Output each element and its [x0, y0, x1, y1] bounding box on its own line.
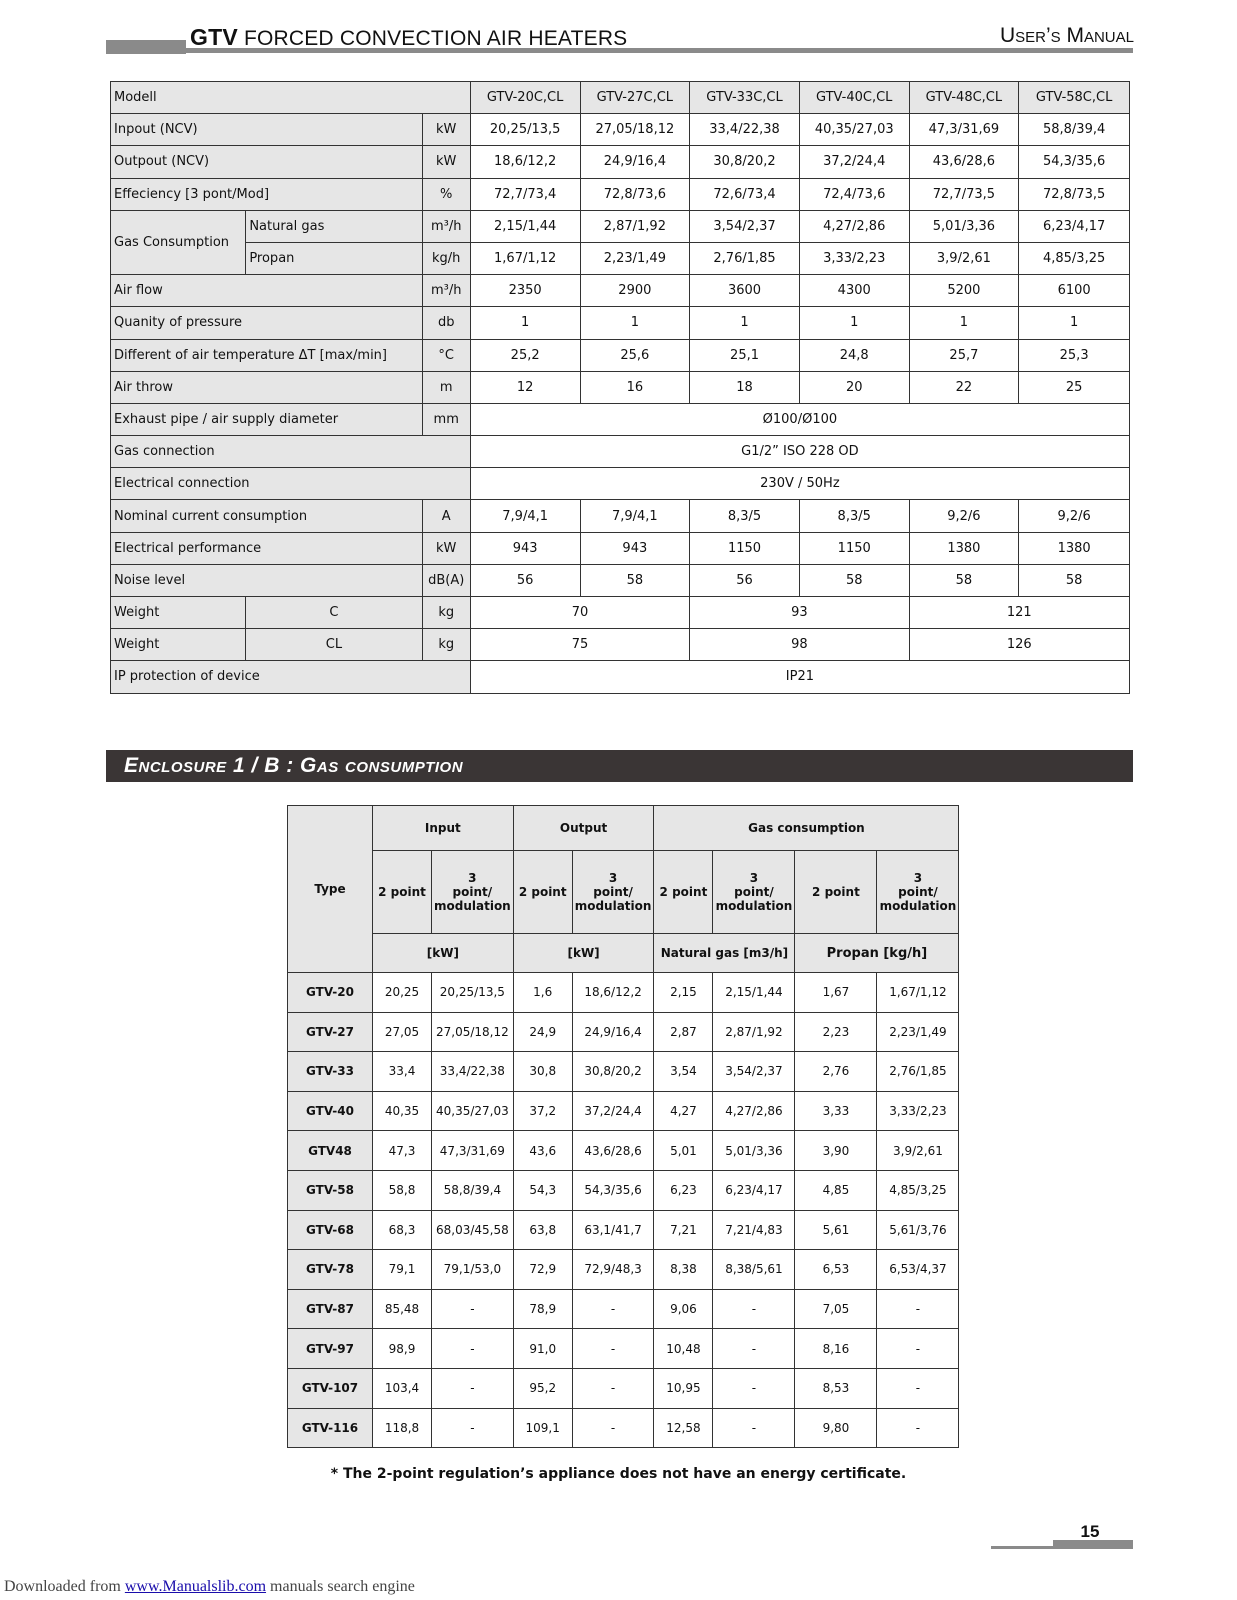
- spec-value: 27,05/18,12: [580, 114, 690, 146]
- spec-row: [111, 564, 1130, 596]
- input-group-header: Input: [373, 806, 514, 851]
- value-cell: 58,8: [373, 1170, 432, 1210]
- value-cell: 3,9/2,61: [877, 1131, 959, 1171]
- spec-row-exhaust: [111, 403, 1130, 435]
- type-header: Type: [288, 806, 373, 973]
- spec-value: 230V / 50Hz: [470, 468, 1129, 500]
- spec-unit: db: [422, 307, 470, 339]
- value-cell: -: [713, 1289, 795, 1329]
- value-cell: 118,8: [373, 1408, 432, 1448]
- value-cell: 40,35: [373, 1091, 432, 1131]
- spec-value: 3600: [690, 275, 800, 307]
- spec-value: 37,2/24,4: [799, 146, 909, 178]
- type-cell: GTV-116: [288, 1408, 373, 1448]
- gas-table-row: [288, 1210, 959, 1250]
- spec-value: 1150: [690, 532, 800, 564]
- value-cell: -: [713, 1329, 795, 1369]
- value-cell: 27,05: [373, 1012, 432, 1052]
- spec-value: 75: [470, 629, 689, 661]
- spec-unit: °C: [422, 339, 470, 371]
- spec-row: [111, 339, 1130, 371]
- value-cell: 109,1: [513, 1408, 572, 1448]
- spec-value: 93: [690, 597, 909, 629]
- value-cell: 2,15/1,44: [713, 973, 795, 1013]
- document-subtitle: FORCED CONVECTION AIR HEATERS: [243, 27, 628, 50]
- spec-value: 58: [799, 564, 909, 596]
- spec-label: Electrical connection: [111, 468, 471, 500]
- value-cell: 20,25/13,5: [432, 973, 514, 1013]
- spec-value: 18: [690, 371, 800, 403]
- spec-row-gas-natural: [111, 210, 1130, 242]
- spec-value: 25,7: [909, 339, 1019, 371]
- type-cell: GTV48: [288, 1131, 373, 1171]
- value-cell: 103,4: [373, 1368, 432, 1408]
- gas-table-row: [288, 1408, 959, 1448]
- value-cell: 54,3/35,6: [572, 1170, 654, 1210]
- spec-row: [111, 114, 1130, 146]
- spec-value: 1: [580, 307, 690, 339]
- value-cell: 10,48: [654, 1329, 713, 1369]
- spec-value: 72,4/73,6: [799, 178, 909, 210]
- spec-value: 9,2/6: [909, 500, 1019, 532]
- value-cell: -: [432, 1329, 514, 1369]
- spec-value: 5200: [909, 275, 1019, 307]
- spec-label: Gas connection: [111, 436, 471, 468]
- value-cell: 5,61/3,76: [877, 1210, 959, 1250]
- value-cell: 30,8: [513, 1052, 572, 1092]
- spec-label: Different of air temperature ΔT [max/min]: [111, 339, 423, 371]
- spec-value: 2,76/1,85: [690, 242, 800, 274]
- value-cell: 4,27: [654, 1091, 713, 1131]
- value-cell: 7,21: [654, 1210, 713, 1250]
- value-cell: 7,05: [795, 1289, 877, 1329]
- spec-value: 58: [1019, 564, 1130, 596]
- spec-value: 7,9/4,1: [470, 500, 580, 532]
- value-cell: 37,2: [513, 1091, 572, 1131]
- value-cell: 4,85: [795, 1170, 877, 1210]
- spec-unit: m: [422, 371, 470, 403]
- spec-unit: kW: [422, 114, 470, 146]
- model-header: GTV-48C,CL: [909, 82, 1019, 114]
- three-point-header: 3 point/ modulation: [877, 851, 959, 934]
- spec-value: 58: [580, 564, 690, 596]
- spec-row: [111, 275, 1130, 307]
- value-cell: 54,3: [513, 1170, 572, 1210]
- spec-label: Effeciency [3 pont/Mod]: [111, 178, 423, 210]
- specifications-table: [110, 81, 1130, 694]
- model-header: GTV-27C,CL: [580, 82, 690, 114]
- unit-header: Natural gas [m3/h]: [654, 934, 795, 973]
- spec-unit: kW: [422, 532, 470, 564]
- value-cell: 8,53: [795, 1368, 877, 1408]
- value-cell: 79,1/53,0: [432, 1250, 514, 1290]
- spec-value: 3,54/2,37: [690, 210, 800, 242]
- spec-label: Weight: [111, 629, 246, 661]
- weight-variant: CL: [246, 629, 422, 661]
- spec-value: 2900: [580, 275, 690, 307]
- spec-header-row: [111, 82, 1130, 114]
- gas-table-row: [288, 1052, 959, 1092]
- spec-value: 72,8/73,6: [580, 178, 690, 210]
- value-cell: -: [432, 1408, 514, 1448]
- value-cell: 6,23/4,17: [713, 1170, 795, 1210]
- spec-value: 20,25/13,5: [470, 114, 580, 146]
- spec-value: 25,1: [690, 339, 800, 371]
- gas-consumption-label: Gas Consumption: [111, 210, 246, 274]
- value-cell: 20,25: [373, 973, 432, 1013]
- spec-value: 6,23/4,17: [1019, 210, 1130, 242]
- spec-row-ip: [111, 661, 1130, 693]
- spec-value: 25: [1019, 371, 1130, 403]
- type-cell: GTV-20: [288, 973, 373, 1013]
- spec-value: 2,23/1,49: [580, 242, 690, 274]
- three-point-header: 3 point/ modulation: [572, 851, 654, 934]
- value-cell: 12,58: [654, 1408, 713, 1448]
- two-point-header: 2 point: [513, 851, 572, 934]
- spec-value: 24,8: [799, 339, 909, 371]
- spec-value: 18,6/12,2: [470, 146, 580, 178]
- spec-row-weight: [111, 597, 1130, 629]
- spec-value: 56: [470, 564, 580, 596]
- spec-value: 16: [580, 371, 690, 403]
- value-cell: 5,61: [795, 1210, 877, 1250]
- spec-row: [111, 532, 1130, 564]
- gas-header-groups: [288, 806, 959, 851]
- gas-table-row: [288, 1012, 959, 1052]
- value-cell: 37,2/24,4: [572, 1091, 654, 1131]
- modell-label: Modell: [111, 82, 471, 114]
- manual-label: User’s Manual: [999, 24, 1134, 47]
- value-cell: 3,54/2,37: [713, 1052, 795, 1092]
- type-cell: GTV-40: [288, 1091, 373, 1131]
- spec-value: 72,8/73,5: [1019, 178, 1130, 210]
- brand-name: GTV: [190, 24, 238, 50]
- value-cell: -: [877, 1289, 959, 1329]
- type-cell: GTV-27: [288, 1012, 373, 1052]
- spec-value: 47,3/31,69: [909, 114, 1019, 146]
- spec-value: 1: [690, 307, 800, 339]
- model-header: GTV-20C,CL: [470, 82, 580, 114]
- spec-value: IP21: [470, 661, 1129, 693]
- section-banner: [106, 750, 1133, 782]
- value-cell: 2,23/1,49: [877, 1012, 959, 1052]
- propan-label: Propan: [246, 242, 422, 274]
- value-cell: 40,35/27,03: [432, 1091, 514, 1131]
- value-cell: -: [877, 1368, 959, 1408]
- value-cell: 10,95: [654, 1368, 713, 1408]
- value-cell: 63,8: [513, 1210, 572, 1250]
- spec-unit: %: [422, 178, 470, 210]
- value-cell: 91,0: [513, 1329, 572, 1369]
- page-number: 15: [1080, 1522, 1100, 1541]
- value-cell: -: [572, 1408, 654, 1448]
- spec-value: 1: [1019, 307, 1130, 339]
- value-cell: 68,3: [373, 1210, 432, 1250]
- value-cell: -: [572, 1368, 654, 1408]
- spec-value: 3,9/2,61: [909, 242, 1019, 274]
- value-cell: 79,1: [373, 1250, 432, 1290]
- three-point-header: 3 point/ modulation: [432, 851, 514, 934]
- value-cell: 9,06: [654, 1289, 713, 1329]
- spec-label: Quanity of pressure: [111, 307, 423, 339]
- spec-value: 2,87/1,92: [580, 210, 690, 242]
- value-cell: 5,01: [654, 1131, 713, 1171]
- spec-row: [111, 307, 1130, 339]
- value-cell: 43,6/28,6: [572, 1131, 654, 1171]
- spec-value: 22: [909, 371, 1019, 403]
- spec-unit: dB(A): [422, 564, 470, 596]
- value-cell: 30,8/20,2: [572, 1052, 654, 1092]
- spec-value: 4300: [799, 275, 909, 307]
- spec-value: 25,2: [470, 339, 580, 371]
- spec-label: Nominal current consumption: [111, 500, 423, 532]
- output-group-header: Output: [513, 806, 654, 851]
- footnote: * The 2-point regulation’s appliance does not have an energy certificate.: [330, 1466, 907, 1482]
- gas-header-units: [288, 934, 959, 973]
- spec-label: Outpout (NCV): [111, 146, 423, 178]
- spec-row: [111, 146, 1130, 178]
- download-notice: [4, 1578, 415, 1596]
- value-cell: -: [877, 1408, 959, 1448]
- type-cell: GTV-97: [288, 1329, 373, 1369]
- value-cell: 24,9: [513, 1012, 572, 1052]
- spec-value: 25,6: [580, 339, 690, 371]
- spec-value: 72,7/73,5: [909, 178, 1019, 210]
- spec-value: 3,33/2,23: [799, 242, 909, 274]
- value-cell: 4,27/2,86: [713, 1091, 795, 1131]
- spec-row-gas-connection: [111, 436, 1130, 468]
- value-cell: 7,21/4,83: [713, 1210, 795, 1250]
- natural-gas-label: Natural gas: [246, 210, 422, 242]
- value-cell: 8,38/5,61: [713, 1250, 795, 1290]
- type-cell: GTV-107: [288, 1368, 373, 1408]
- value-cell: 78,9: [513, 1289, 572, 1329]
- value-cell: -: [572, 1289, 654, 1329]
- gas-table-row: [288, 1368, 959, 1408]
- spec-label: Electrical performance: [111, 532, 423, 564]
- unit-header: [kW]: [373, 934, 514, 973]
- spec-value: 8,3/5: [799, 500, 909, 532]
- value-cell: 2,23: [795, 1012, 877, 1052]
- download-suffix: manuals search engine: [266, 1578, 415, 1595]
- spec-value: 943: [580, 532, 690, 564]
- spec-unit: kg: [422, 597, 470, 629]
- gas-table-row: [288, 1329, 959, 1369]
- spec-label: Exhaust pipe / air supply diameter: [111, 403, 423, 435]
- value-cell: 2,76/1,85: [877, 1052, 959, 1092]
- two-point-header: 2 point: [795, 851, 877, 934]
- spec-unit: A: [422, 500, 470, 532]
- value-cell: 58,8/39,4: [432, 1170, 514, 1210]
- spec-row: [111, 500, 1130, 532]
- weight-variant: C: [246, 597, 422, 629]
- spec-value: 7,9/4,1: [580, 500, 690, 532]
- two-point-header: 2 point: [654, 851, 713, 934]
- spec-row: [111, 371, 1130, 403]
- spec-value: 4,85/3,25: [1019, 242, 1130, 274]
- spec-value: 33,4/22,38: [690, 114, 800, 146]
- value-cell: -: [432, 1289, 514, 1329]
- gas-table-row: [288, 1170, 959, 1210]
- value-cell: 27,05/18,12: [432, 1012, 514, 1052]
- spec-row-electrical-connection: [111, 468, 1130, 500]
- value-cell: 5,01/3,36: [713, 1131, 795, 1171]
- value-cell: 47,3: [373, 1131, 432, 1171]
- spec-value: 56: [690, 564, 800, 596]
- spec-value: 72,6/73,4: [690, 178, 800, 210]
- gas-group-header: Gas consumption: [654, 806, 959, 851]
- spec-value: 1380: [1019, 532, 1130, 564]
- spec-value: 1: [909, 307, 1019, 339]
- type-cell: GTV-33: [288, 1052, 373, 1092]
- spec-unit: m³/h: [422, 275, 470, 307]
- type-cell: GTV-87: [288, 1289, 373, 1329]
- value-cell: 95,2: [513, 1368, 572, 1408]
- gas-header-points: [288, 851, 959, 934]
- value-cell: 98,9: [373, 1329, 432, 1369]
- type-cell: GTV-68: [288, 1210, 373, 1250]
- spec-value: 5,01/3,36: [909, 210, 1019, 242]
- spec-value: 2350: [470, 275, 580, 307]
- spec-unit: m³/h: [422, 210, 470, 242]
- value-cell: 33,4: [373, 1052, 432, 1092]
- spec-unit: mm: [422, 403, 470, 435]
- spec-value: 1150: [799, 532, 909, 564]
- spec-value: 25,3: [1019, 339, 1130, 371]
- value-cell: 6,23: [654, 1170, 713, 1210]
- value-cell: 2,87/1,92: [713, 1012, 795, 1052]
- spec-value: 1: [799, 307, 909, 339]
- model-header: GTV-40C,CL: [799, 82, 909, 114]
- value-cell: 4,85/3,25: [877, 1170, 959, 1210]
- value-cell: -: [713, 1408, 795, 1448]
- value-cell: 47,3/31,69: [432, 1131, 514, 1171]
- spec-value: 2,15/1,44: [470, 210, 580, 242]
- value-cell: 2,87: [654, 1012, 713, 1052]
- spec-value: 1,67/1,12: [470, 242, 580, 274]
- spec-value: 126: [909, 629, 1129, 661]
- value-cell: 6,53/4,37: [877, 1250, 959, 1290]
- model-header: GTV-58C,CL: [1019, 82, 1130, 114]
- value-cell: 24,9/16,4: [572, 1012, 654, 1052]
- gas-table-row: [288, 1091, 959, 1131]
- value-cell: 68,03/45,58: [432, 1210, 514, 1250]
- value-cell: 1,67: [795, 973, 877, 1013]
- value-cell: 3,54: [654, 1052, 713, 1092]
- value-cell: 33,4/22,38: [432, 1052, 514, 1092]
- spec-value: 121: [909, 597, 1129, 629]
- value-cell: 85,48: [373, 1289, 432, 1329]
- spec-unit: kg/h: [422, 242, 470, 274]
- value-cell: 1,67/1,12: [877, 973, 959, 1013]
- spec-row: [111, 178, 1130, 210]
- spec-value: 12: [470, 371, 580, 403]
- two-point-header: 2 point: [373, 851, 432, 934]
- spec-row-gas-propan: [111, 242, 1130, 274]
- value-cell: 3,33/2,23: [877, 1091, 959, 1131]
- spec-value: 58,8/39,4: [1019, 114, 1130, 146]
- type-cell: GTV-58: [288, 1170, 373, 1210]
- spec-label: IP protection of device: [111, 661, 471, 693]
- download-prefix: Downloaded from: [4, 1578, 125, 1595]
- value-cell: 6,53: [795, 1250, 877, 1290]
- spec-label: Air flow: [111, 275, 423, 307]
- spec-value: 58: [909, 564, 1019, 596]
- gas-consumption-table: [287, 805, 959, 1448]
- value-cell: 8,16: [795, 1329, 877, 1369]
- value-cell: -: [432, 1368, 514, 1408]
- document-title: [190, 24, 627, 51]
- value-cell: -: [713, 1368, 795, 1408]
- value-cell: 2,15: [654, 973, 713, 1013]
- spec-value: 24,9/16,4: [580, 146, 690, 178]
- value-cell: 72,9/48,3: [572, 1250, 654, 1290]
- value-cell: 18,6/12,2: [572, 973, 654, 1013]
- value-cell: 43,6: [513, 1131, 572, 1171]
- gas-table-row: [288, 973, 959, 1013]
- spec-label: Weight: [111, 597, 246, 629]
- unit-header: Propan [kg/h]: [795, 934, 959, 973]
- spec-value: 40,35/27,03: [799, 114, 909, 146]
- value-cell: 72,9: [513, 1250, 572, 1290]
- value-cell: 8,38: [654, 1250, 713, 1290]
- spec-label: Air throw: [111, 371, 423, 403]
- spec-value: 98: [690, 629, 909, 661]
- spec-value: 4,27/2,86: [799, 210, 909, 242]
- spec-value: 70: [470, 597, 689, 629]
- model-header: GTV-33C,CL: [690, 82, 800, 114]
- spec-value: 8,3/5: [690, 500, 800, 532]
- spec-label: Noise level: [111, 564, 423, 596]
- spec-value: 30,8/20,2: [690, 146, 800, 178]
- spec-unit: kW: [422, 146, 470, 178]
- section-title: Enclosure 1 / B : Gas consumption: [124, 754, 464, 777]
- gas-table-row: [288, 1131, 959, 1171]
- spec-value: 1: [470, 307, 580, 339]
- spec-value: 20: [799, 371, 909, 403]
- value-cell: 1,6: [513, 973, 572, 1013]
- three-point-header: 3 point/ modulation: [713, 851, 795, 934]
- gas-table-row: [288, 1250, 959, 1290]
- value-cell: -: [572, 1329, 654, 1369]
- value-cell: 63,1/41,7: [572, 1210, 654, 1250]
- spec-value: 9,2/6: [1019, 500, 1130, 532]
- spec-value: 943: [470, 532, 580, 564]
- spec-row-weight: [111, 629, 1130, 661]
- value-cell: 9,80: [795, 1408, 877, 1448]
- value-cell: 2,76: [795, 1052, 877, 1092]
- spec-value: 72,7/73,4: [470, 178, 580, 210]
- unit-header: [kW]: [513, 934, 654, 973]
- value-cell: 3,90: [795, 1131, 877, 1171]
- type-cell: GTV-78: [288, 1250, 373, 1290]
- spec-value: G1/2” ISO 228 OD: [470, 436, 1129, 468]
- spec-label: Inpout (NCV): [111, 114, 423, 146]
- spec-value: Ø100/Ø100: [470, 403, 1129, 435]
- spec-value: 54,3/35,6: [1019, 146, 1130, 178]
- spec-unit: kg: [422, 629, 470, 661]
- spec-value: 1380: [909, 532, 1019, 564]
- value-cell: -: [877, 1329, 959, 1369]
- value-cell: 3,33: [795, 1091, 877, 1131]
- gas-table-row: [288, 1289, 959, 1329]
- manualslib-link[interactable]: www.Manualslib.com: [124, 1578, 267, 1595]
- spec-value: 6100: [1019, 275, 1130, 307]
- spec-value: 43,6/28,6: [909, 146, 1019, 178]
